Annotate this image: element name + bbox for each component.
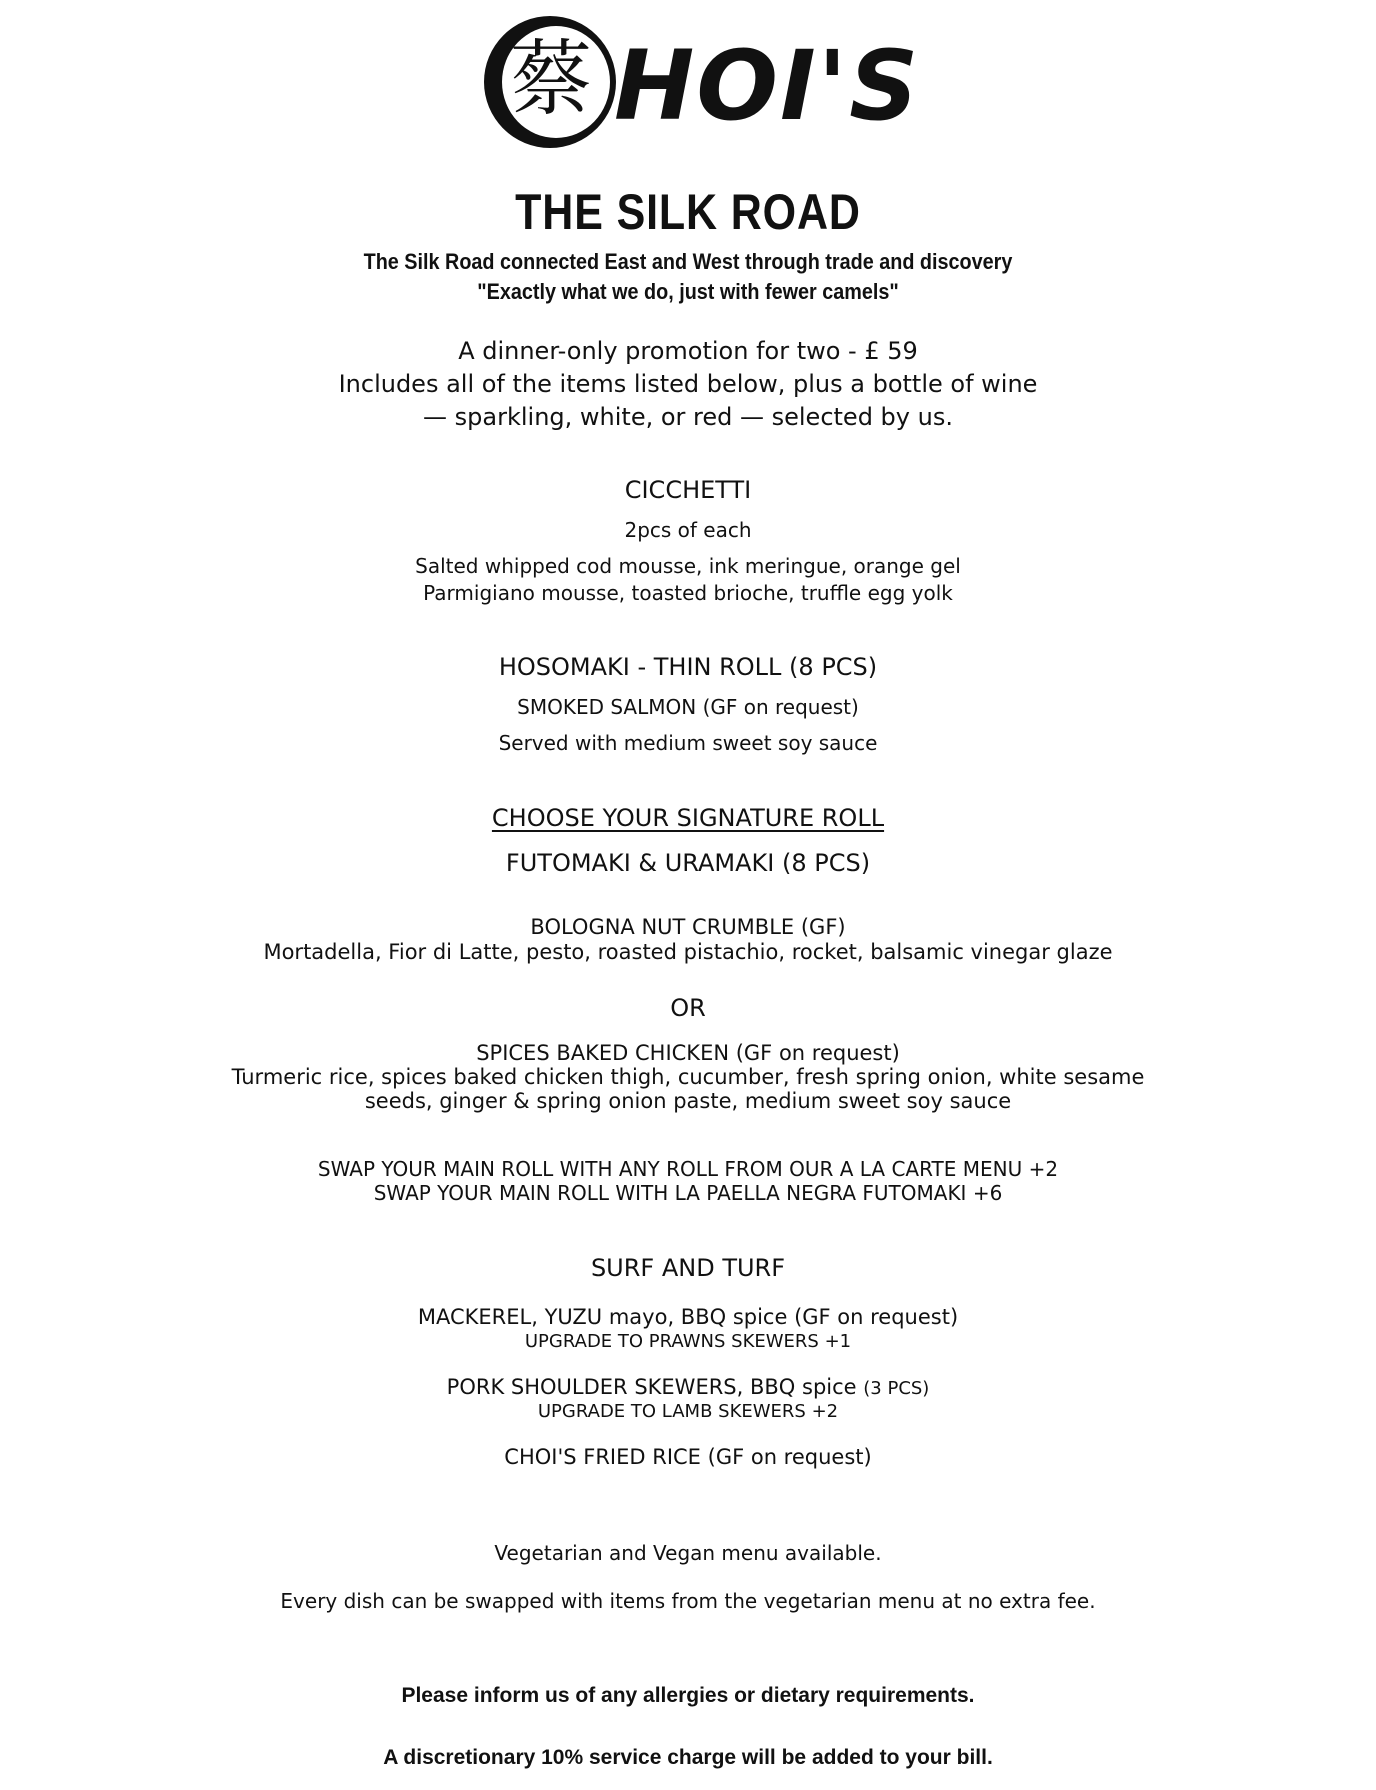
service-charge-notice: A discretionary 10% service charge will be added to your bill.	[383, 1746, 993, 1769]
surf-turf-upgrade: UPGRADE TO PRAWNS SKEWERS +1	[524, 1331, 852, 1352]
cicchetti-note: 2pcs of each	[624, 518, 752, 542]
signature-option-name: SPICES BAKED CHICKEN (GF on request)	[476, 1041, 900, 1065]
swap-option: SWAP YOUR MAIN ROLL WITH ANY ROLL FROM OUR A LA CARTE MENU +2	[317, 1157, 1059, 1181]
logo-seal-character: 蔡	[510, 32, 593, 127]
hosomaki-item: SMOKED SALMON (GF on request)	[517, 695, 859, 719]
or-divider: OR	[670, 994, 706, 1022]
menu-tagline: "Exactly what we do, just with fewer camels"	[477, 279, 899, 304]
surf-turf-item: MACKEREL, YUZU mayo, BBQ spice (GF on request)	[417, 1305, 959, 1329]
menu-subtitle: The Silk Road connected East and West through trade and discovery	[363, 249, 1013, 274]
hosomaki-note: Served with medium sweet soy sauce	[498, 731, 878, 755]
surf-turf-upgrade: UPGRADE TO LAMB SKEWERS +2	[537, 1401, 839, 1422]
signature-option-description: seeds, ginger & spring onion paste, medium sweet soy sauce	[364, 1089, 1012, 1113]
signature-option-description: Turmeric rice, spices baked chicken thigh, cucumber, fresh spring onion, white sesame	[231, 1065, 1145, 1089]
logo-wordmark: HOI'S	[614, 30, 921, 142]
vegetarian-notice: Vegetarian and Vegan menu available.	[494, 1541, 882, 1565]
signature-option-name: BOLOGNA NUT CRUMBLE (GF)	[530, 915, 846, 939]
signature-subheading: FUTOMAKI & URAMAKI (8 PCS)	[505, 849, 871, 877]
section-heading-hosomaki: HOSOMAKI - THIN ROLL (8 PCS)	[498, 653, 878, 681]
surf-turf-item	[0, 1375, 1376, 1400]
allergy-notice: Please inform us of any allergies or dietary requirements.	[401, 1684, 975, 1707]
section-heading-surf-and-turf: SURF AND TURF	[590, 1254, 786, 1282]
promo-price-line: A dinner-only promotion for two - £ 59	[458, 337, 918, 365]
surf-turf-item-name: PORK SHOULDER SKEWERS, BBQ spice	[446, 1375, 857, 1399]
surf-turf-item-qty: (3 PCS)	[863, 1378, 930, 1399]
cicchetti-item: Salted whipped cod mousse, ink meringue, orange gel	[415, 554, 961, 578]
menu-title: THE SILK ROAD	[515, 184, 861, 240]
vegetarian-swap-notice: Every dish can be swapped with items from the vegetarian menu at no extra fee.	[280, 1589, 1096, 1613]
section-heading-cicchetti: CICCHETTI	[624, 476, 752, 504]
restaurant-logo	[484, 14, 921, 154]
signature-option-description: Mortadella, Fior di Latte, pesto, roasted pistachio, rocket, balsamic vinegar glaze	[263, 940, 1113, 964]
cicchetti-item: Parmigiano mousse, toasted brioche, truffle egg yolk	[423, 581, 953, 605]
surf-turf-item: CHOI'S FRIED RICE (GF on request)	[504, 1445, 872, 1469]
promo-includes-line: Includes all of the items listed below, plus a bottle of wine	[338, 370, 1038, 398]
section-heading-signature-roll: CHOOSE YOUR SIGNATURE ROLL	[491, 804, 885, 832]
swap-option: SWAP YOUR MAIN ROLL WITH LA PAELLA NEGRA FUTOMAKI +6	[373, 1181, 1003, 1205]
promo-wine-line: — sparkling, white, or red — selected by us.	[423, 403, 953, 431]
